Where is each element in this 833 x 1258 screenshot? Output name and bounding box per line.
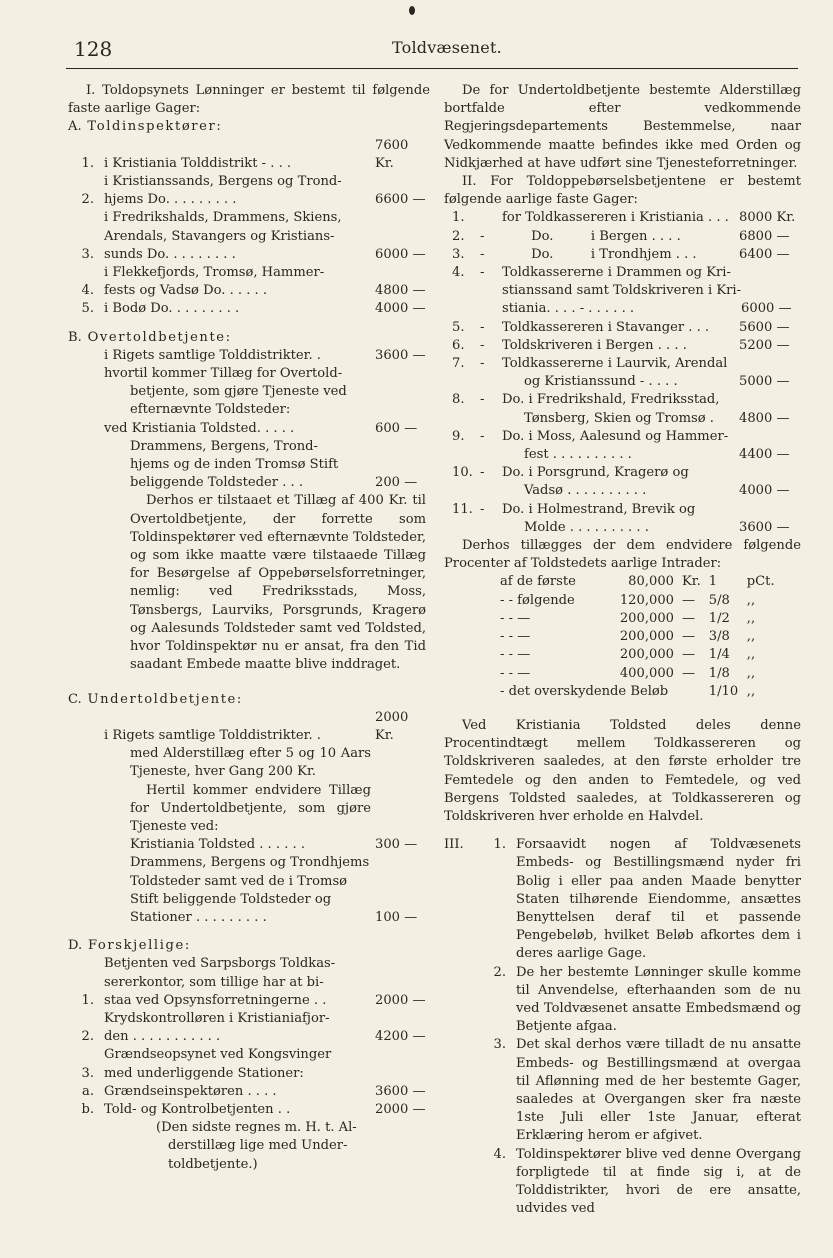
item-dash: - xyxy=(480,501,485,517)
undertold-kristiania-row: Kristiania Toldsted . . . . . . 300 — xyxy=(130,837,418,853)
oppeborsel-row xyxy=(444,355,801,391)
running-title: Toldvæsenet. xyxy=(392,38,502,57)
item-number: 6. xyxy=(452,337,465,353)
undertold-age-text: med Alderstillæg efter 5 og 10 Aars Tjeneste, hver Gang 200 Kr. xyxy=(130,746,371,780)
item-text: De her bestemte Lønninger skulle komme til Anvendelse, efterhaanden som de nu ved Toldvæsenet ansatte Embedsmænd og Betjente afgaa. xyxy=(516,964,801,1035)
other-supplement-row: Drammens, Bergens, Trond- hjems og de inden Tromsø Stift beliggende Toldsteder . . . 200 — xyxy=(130,438,418,491)
print-mark xyxy=(409,6,415,15)
item-number: 3. xyxy=(452,246,465,262)
oppeborsel-row xyxy=(444,464,801,500)
item-text: Do. i Holmestrand, Brevik og Molde . . . . . . . . . . xyxy=(502,501,696,535)
right-column xyxy=(444,82,801,1218)
procent-row: - det overskydende Beløb 1/10 ,, xyxy=(500,683,756,699)
item-dash: - xyxy=(480,428,485,444)
item-text: for Toldkassereren i Kristiania . . . xyxy=(502,210,729,226)
procent-row: - - — 200,000 — 3/8 ,, xyxy=(500,629,756,645)
item-number: 9. xyxy=(452,428,465,444)
item-amount: 4000 — xyxy=(739,483,790,499)
inspektor-row xyxy=(68,209,430,264)
krydskontrol-row: 2. Krydskontrolløren i Kristianiafjor- den . . . . . . . . . . . 4200 — xyxy=(81,1010,426,1045)
item-text: Do. i Porsgrund, Kragerø og Vadsø . . . . . . . . . . xyxy=(502,465,689,499)
item-text: Toldinspektører blive ved denne Overgang forpligtede til at finde sig i, at de Tolddistrikter, hvori de ere ansatte, udvides ved xyxy=(516,1146,801,1217)
item-text: i Kristianssands, Bergens og Trond- hjems Do. . . . . . . . . xyxy=(104,174,342,208)
section-iii-item xyxy=(472,1146,801,1219)
item-amount: 7600 Kr. xyxy=(375,137,409,171)
item-dash: - xyxy=(480,337,485,353)
item-amount: 4000 — xyxy=(375,301,426,317)
item-dash: - xyxy=(480,228,485,244)
oppeborsel-row xyxy=(444,319,801,337)
item-amount: 4800 — xyxy=(375,283,426,299)
item-dash: - xyxy=(480,356,485,372)
item-amount: 5000 — xyxy=(739,374,790,390)
item-amount: 6600 — xyxy=(375,192,426,208)
item-number: 4. xyxy=(493,1146,506,1162)
oppeborsel-row xyxy=(444,228,801,246)
section-d-heading: D. Forskjellige: xyxy=(68,938,191,954)
overtold-base-row: i Rigets samtlige Tolddistrikter. . 3600 — xyxy=(104,347,426,363)
section-iii: III. 1. Forsaavidt nogen af Toldvæsenets Embeds- og Bestillingsmænd nyder fri Bolig i eller paa anden Maade benytter Staten tilhørende Eiendomme, ansættes Benyttelsen deraf til et passende Pengebeløb, hvilket Beløb afkortes dem i deres aarlige Gage. 2. De her bestemte Lønninger skulle komme til Anvendelse, efterhaanden som de nu ved Toldvæsenet ansatte Embedsmænd og Betjente afgaa. 3. Det skal derhos være tilladt de nu ansatte Embeds- og Bestillingsmænd at overgaa til Aflønning med de her bestemte Gager, saaledes at Overgangen sker fra næste 1ste Juli eller 1ste Januar, efterat Erklæring herom er afgivet. 4. Toldinspektører blive ved denne Overgang forpligtede til at finde sig i, at de Tolddistrikter, hvori de ere ansatte, udvides ved xyxy=(444,836,801,1218)
section-iii-item xyxy=(472,836,801,963)
undertold-others-row: Drammens, Bergens og Trondhjems Toldsteder samt ved de i Tromsø Stift beliggende Toldsteder og Stationer . . . . . . . . . 100 — xyxy=(130,855,418,925)
item-number: 10. xyxy=(452,465,473,481)
item-number: 2. xyxy=(81,192,94,208)
intro-paragraph: I. Toldopsynets Lønninger er bestemt til følgende faste aarlige Gager: xyxy=(68,83,430,117)
oppeborsel-row xyxy=(444,428,801,464)
item-text: Toldkassereren i Stavanger . . . xyxy=(502,319,710,335)
item-number: 1. xyxy=(493,837,506,853)
section-a-heading: A. Toldinspektører: xyxy=(68,119,223,135)
procent-division-paragraph: Ved Kristiania Toldsted deles denne Procentindtægt mellem Toldkassereren og Toldskriveren saaledes, at den første erholder tre Femtedele og den anden to Femtedele, og ved Bergens Toldsted saaledes, at Toldkassereren og Toldskriveren hver erholde en Halvdel. xyxy=(444,717,801,824)
oppeborsel-row xyxy=(444,337,801,355)
item-text: Do. i Moss, Aalesund og Hammer- fest . . . . . . . . . . xyxy=(502,428,729,463)
procent-table xyxy=(496,573,779,700)
oppeborsel-row xyxy=(444,209,801,227)
oppeborsel-row xyxy=(444,246,801,264)
item-number: 8. xyxy=(452,392,465,408)
section-b-heading: B. Overtoldbetjente: xyxy=(68,329,232,345)
item-number: 1. xyxy=(81,155,94,171)
item-amount: 6800 — xyxy=(739,228,790,244)
item-amount: 4800 — xyxy=(739,410,790,426)
item-text: i Flekkefjords, Tromsø, Hammer- fests og Vadsø Do. . . . . . xyxy=(104,265,325,299)
procent-intro: Derhos tillægges der dem endvidere følgende Procenter af Toldstedets aarlige Intrader: xyxy=(444,538,801,572)
item-number: 3. xyxy=(81,246,94,262)
item-text: Forsaavidt nogen af Toldvæsenets Embeds- og Bestillingsmænd nyder fri Bolig i eller paa anden Maade benytter Staten tilhørende Eiendomme, ansættes Benyttelsen deraf til et passende Pengebeløb, hvilket Beløb afkortes dem i deres aarlige Gage. xyxy=(516,837,801,962)
procent-row: af de første 80,000 Kr. 1 pCt. xyxy=(500,574,775,590)
item-dash: - xyxy=(480,392,485,408)
item-text: Do. i Trondhjem . . . xyxy=(502,246,697,262)
item-number: 5. xyxy=(452,319,465,335)
item-text: Toldkassererne i Laurvik, Arendal og Kristianssund - . . . . xyxy=(502,356,728,390)
kontrolbetjent-row: b. Told- og Kontrolbetjenten . . 2000 — xyxy=(81,1101,426,1117)
section-iii-item xyxy=(472,964,801,1037)
kristiania-supplement-row: ved Kristiania Toldsted. . . . . 600 — xyxy=(104,420,418,436)
item-amount: 5600 — xyxy=(739,319,790,335)
item-text: i Kristiania Tolddistrikt - . . . xyxy=(104,155,292,171)
section-c-heading: C. Undertoldbetjente: xyxy=(68,691,243,707)
page-number: 128 xyxy=(74,37,113,61)
item-amount: 5200 — xyxy=(739,337,790,353)
item-text: i Fredrikshalds, Drammens, Skiens, Arendals, Stavangers og Kristians- sunds Do. . . . . . . . . xyxy=(104,210,342,262)
oppeborsel-items xyxy=(444,209,801,537)
left-column xyxy=(68,82,430,1174)
item-text: i Bodø Do. . . . . . . . . xyxy=(104,301,240,317)
inspektor-row xyxy=(68,173,430,209)
item-text: Toldskriveren i Bergen . . . . xyxy=(502,337,687,353)
undertold-base-row: i Rigets samtlige Tolddistrikter. . 2000 Kr. xyxy=(104,709,409,743)
section-ii-intro: II. For Toldoppebørselsbetjentene er bestemt følgende aarlige faste Gager: xyxy=(444,174,801,208)
item-dash: - xyxy=(480,265,485,281)
item-number: 3. xyxy=(493,1037,506,1053)
undertold-supplement-text: Hertil kommer endvidere Tillæg for Undertoldbetjente, som gjøre Tjeneste ved: xyxy=(130,782,371,834)
section-iii-item xyxy=(472,1036,801,1145)
item-dash: - xyxy=(480,319,485,335)
item-text: Do. i Bergen . . . . xyxy=(502,228,681,244)
item-number: 4. xyxy=(452,265,465,281)
header-rule xyxy=(66,68,798,69)
item-amount: 6000 — xyxy=(741,301,792,317)
item-text: Det skal derhos være tilladt de nu ansatte Embeds- og Bestillingsmænd at overgaa til Aflønning med de her bestemte Gager, saaledes at Overgangen sker fra næste 1ste Juli eller 1ste Januar, efterat Erklæring herom er afgivet. xyxy=(516,1037,801,1144)
item-number: 1. xyxy=(452,210,465,226)
oppeborsel-row xyxy=(444,264,801,319)
section-a-items xyxy=(68,137,430,319)
grandseinspektor-row: a. Grændseinspektøren . . . . 3600 — xyxy=(82,1083,426,1099)
kontrolbetjent-note: (Den sidste regnes m. H. t. Al- derstillæg lige med Under- toldbetjente.) xyxy=(156,1120,357,1172)
oppeborsel-row xyxy=(444,391,801,427)
item-number: 2. xyxy=(452,228,465,244)
item-number: 7. xyxy=(452,356,465,372)
sarpsborg-row: 1. Betjenten ved Sarpsborgs Toldkas- sererkontor, som tillige har at bi- staa ved Opsynsforretningerne . . 2000 — xyxy=(81,956,426,1008)
item-amount: 8000 Kr. xyxy=(739,210,796,226)
item-dash: - xyxy=(480,465,485,481)
procent-row: - - — 400,000 — 1/8 ,, xyxy=(500,665,756,681)
item-amount: 6000 — xyxy=(375,246,426,262)
inspektor-row xyxy=(68,137,430,173)
inspektor-row xyxy=(68,264,430,300)
item-amount: 4400 — xyxy=(739,447,790,463)
procent-row: - - følgende 120,000 — 5/8 ,, xyxy=(500,592,756,608)
overtold-note-paragraph: Derhos er tilstaaet et Tillæg af 400 Kr. til Overtoldbetjente, der forrette som Toldinspektører ved efternævnte Toldsteder, og som ikke maatte være tilstaaede Tillæg for Besørgelse af Oppebørselsforretninger, nemlig: ved Fredriksstads, Moss, Tønsbergs, Laurviks, Porsgrunds, Kragerø og Aalesunds Toldsteder samt ved Toldsted, hvor Toldinspektør nu er ansat, fra den Tid saadant Embede maatte blive inddraget. xyxy=(130,493,426,673)
item-text: Do. i Fredrikshald, Fredriksstad, Tønsberg, Skien og Tromsø . xyxy=(502,392,720,426)
item-amount: 6400 — xyxy=(739,246,790,262)
item-number: 5. xyxy=(81,301,94,317)
kongsvinger-row: 3. Grændseopsynet ved Kongsvinger med underliggende Stationer: xyxy=(81,1047,332,1081)
item-number: 11. xyxy=(452,501,473,517)
item-number: 4. xyxy=(81,283,94,299)
inspektor-row xyxy=(68,300,430,318)
procent-row: - - — 200,000 — 1/4 ,, xyxy=(500,647,756,663)
overtold-addition-text: hvortil kommer Tillæg for Overtold- betjente, som gjøre Tjeneste ved efternævnte Toldsteder: xyxy=(104,366,347,418)
item-dash: - xyxy=(480,246,485,262)
oppeborsel-row xyxy=(444,501,801,537)
item-amount: 3600 — xyxy=(739,519,790,535)
alderstillaeg-paragraph: De for Undertoldbetjente bestemte Alderstillæg bortfalde efter vedkommende Regjeringsdepartements Bestemmelse, naar Vedkommende maatte befindes ikke med Orden og Nidkjærhed at have udført sine Tjenesteforretninger. xyxy=(444,83,801,171)
item-text: Toldkassererne i Drammen og Kri- stianssand samt Toldskriveren i Kri- stiania. . . . - . . . . . . xyxy=(502,265,742,317)
item-number: 2. xyxy=(493,964,506,980)
procent-row: - - — 200,000 — 1/2 ,, xyxy=(500,610,756,626)
